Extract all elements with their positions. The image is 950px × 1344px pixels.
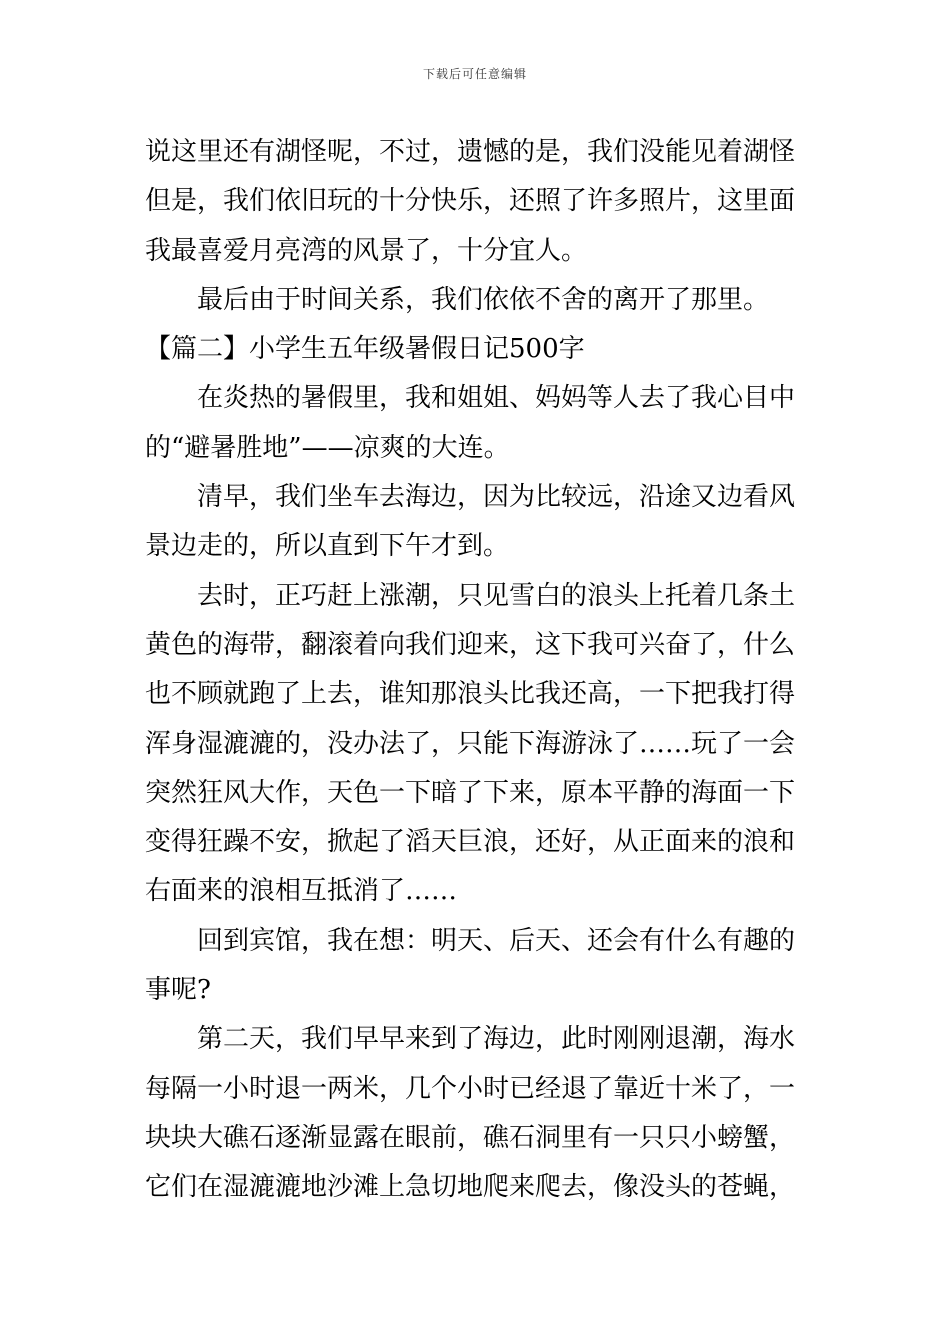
text-line: 去时，正巧赶上涨潮，只见雪白的浪头上托着几条土 — [197, 580, 796, 611]
text-line: 黄色的海带，翻滚着向我们迎来，这下我可兴奋了，什么 — [145, 629, 796, 660]
text-line: 也不顾就跑了上去，谁知那浪头比我还高，一下把我打得 — [145, 679, 796, 710]
text-line: 突然狂风大作，天色一下暗了下来，原本平静的海面一下 — [145, 777, 796, 808]
text-line: 第二天，我们早早来到了海边，此时刚刚退潮，海水 — [197, 1024, 796, 1055]
text-line: 的“避暑胜地”——凉爽的大连。 — [145, 432, 510, 463]
text-line: 变得狂躁不安，掀起了滔天巨浪，还好，从正面来的浪和 — [145, 827, 796, 858]
text-line: 每隔一小时退一两米，几个小时已经退了靠近十米了，一 — [145, 1073, 796, 1104]
text-line: 右面来的浪相互抵消了…… — [145, 876, 458, 907]
text-line: 景边走的，所以直到下午才到。 — [145, 531, 510, 562]
text-line: 我最喜爱月亮湾的风景了，十分宜人。 — [145, 235, 588, 266]
page-header: 下载后可任意编辑 — [422, 67, 527, 81]
text-line: 说这里还有湖怪呢，不过，遗憾的是，我们没能见着湖怪 — [145, 137, 796, 167]
text-line: 浑身湿漉漉的，没办法了，只能下海游泳了……玩了一会 — [145, 728, 796, 759]
text-line: 事呢? — [145, 975, 211, 1006]
text-line: 回到宾馆，我在想：明天、后天、还会有什么有趣的 — [197, 925, 796, 956]
text-line: 块块大礁石逐渐显露在眼前，礁石洞里有一只只小螃蟹， — [145, 1122, 796, 1153]
text-line: 它们在湿漉漉地沙滩上急切地爬来爬去，像没头的苍蝇， — [145, 1172, 796, 1203]
text-line: 在炎热的暑假里，我和姐姐、妈妈等人去了我心目中 — [197, 383, 796, 414]
text-line: 但是，我们依旧玩的十分快乐，还照了许多照片，这里面 — [145, 186, 796, 217]
text-line: 清早，我们坐车去海边，因为比较远，沿途又边看风 — [197, 482, 796, 513]
text-line: 最后由于时间关系，我们依依不舍的离开了那里。 — [197, 284, 770, 315]
section-heading: 【篇二】小学生五年级暑假日记500字 — [145, 334, 585, 365]
document-body — [145, 128, 810, 1213]
